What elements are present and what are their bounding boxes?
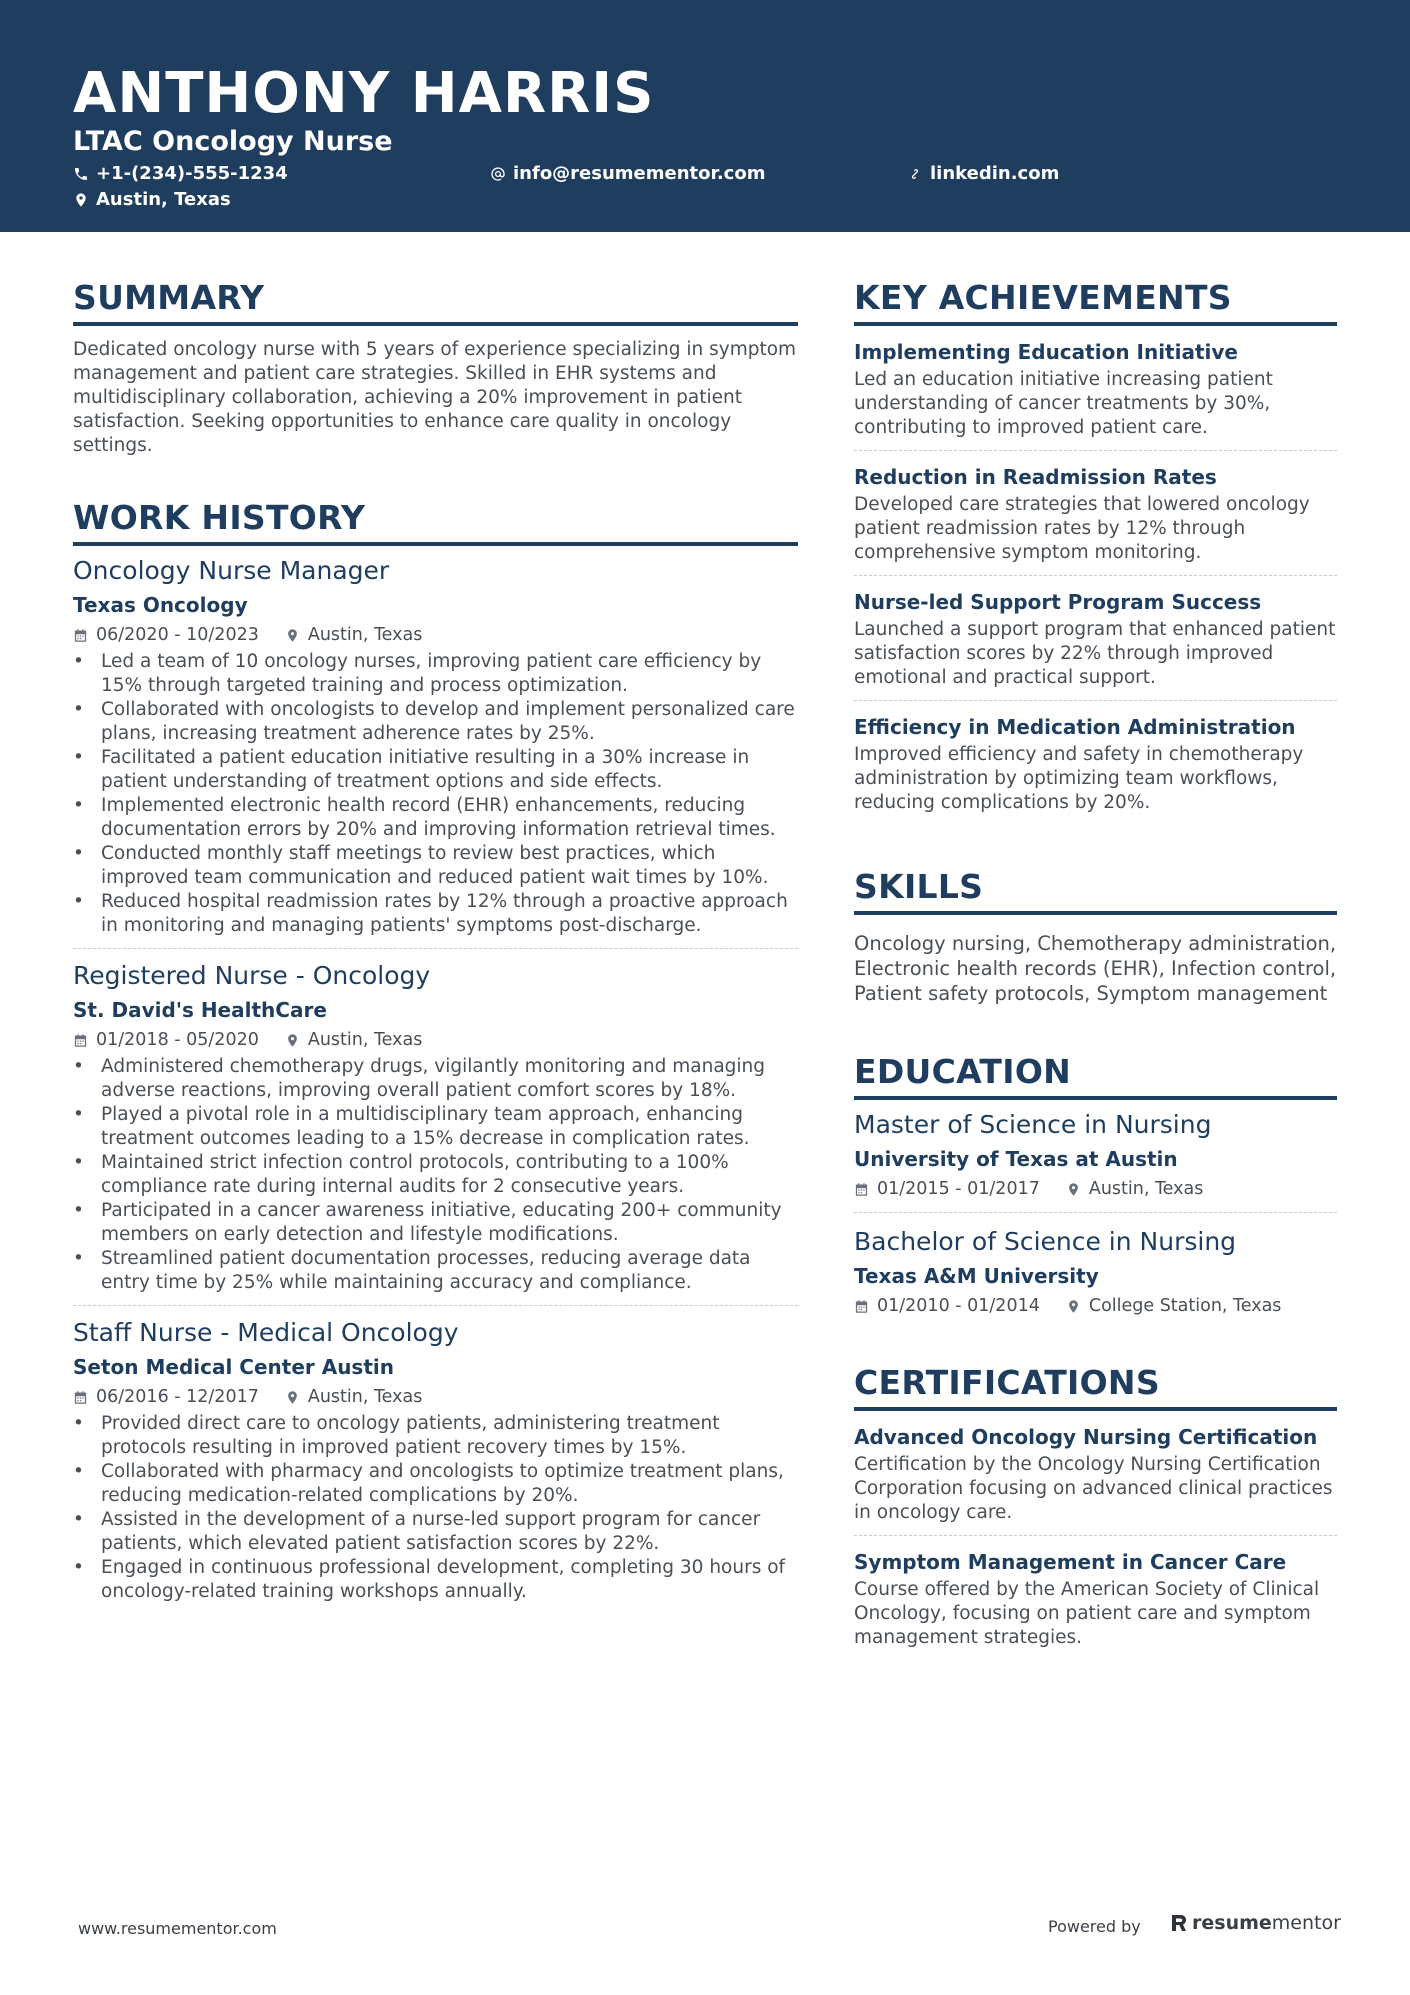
- achievement-text: Led an education initiative increasing patient understanding of cancer treatments by 30%, contributing to improved patient care.: [854, 369, 1273, 438]
- education-location: College Station, Texas: [1088, 1296, 1282, 1316]
- section-title: SKILLS: [854, 865, 1337, 915]
- calendar-icon: [73, 1390, 88, 1405]
- resumementor-logo-icon: [1170, 1913, 1188, 1933]
- job-dates: 06/2016 - 12/2017: [96, 1387, 259, 1407]
- summary-section: [73, 276, 798, 458]
- job-location: Austin, Texas: [307, 1030, 423, 1050]
- email-text: info@resumementor.com: [513, 163, 766, 184]
- achievement-item: [854, 588, 1337, 701]
- education-meta: [854, 1293, 1337, 1319]
- achievement-text: Launched a support program that enhanced patient satisfaction scores by 22% through improved emotional and practical support.: [854, 619, 1336, 688]
- location-pin-icon: [1066, 1299, 1081, 1314]
- certification-title: Advanced Oncology Nursing Certification: [854, 1425, 1318, 1449]
- section-title: KEY ACHIEVEMENTS: [854, 276, 1337, 326]
- achievement-item: [854, 338, 1337, 451]
- job-role: Staff Nurse - Medical Oncology: [73, 1318, 459, 1347]
- achievement-item: [854, 713, 1337, 825]
- certification-text: Course offered by the American Society of Clinical Oncology, focusing on patient care and symptom management strategies.: [854, 1579, 1320, 1648]
- certifications-section: [854, 1361, 1337, 1660]
- at-icon: [490, 166, 506, 182]
- skills-text: Oncology nursing, Chemotherapy administration, Electronic health records (EHR), Infection control, Patient safety protocols, Symptom management: [854, 932, 1337, 1005]
- job-location: Austin, Texas: [307, 1387, 423, 1407]
- phone-icon: [73, 166, 89, 182]
- education-dates: 01/2010 - 01/2014: [877, 1296, 1040, 1316]
- section-title: WORK HISTORY: [73, 496, 798, 546]
- job-company: St. David's HealthCare: [73, 998, 327, 1022]
- achievement-title: Nurse-led Support Program Success: [854, 590, 1262, 614]
- education-meta: [854, 1176, 1337, 1202]
- list-item: • Assisted in the development of a nurse-led support program for cancer patients, which elevated patient satisfaction scores by 22%.: [73, 1508, 798, 1556]
- job-meta: [73, 1027, 798, 1053]
- job-company: Seton Medical Center Austin: [73, 1355, 394, 1379]
- education-item: [854, 1225, 1337, 1329]
- link-icon: [907, 166, 923, 182]
- list-item: • Played a pivotal role in a multidisciplinary team approach, enhancing treatment outcomes leading to a 15% decrease in complication rates.: [73, 1103, 798, 1151]
- degree: Master of Science in Nursing: [854, 1110, 1212, 1139]
- left-column: [73, 276, 798, 1624]
- location-pin-icon: [285, 1033, 300, 1048]
- job-bullets: [73, 650, 798, 938]
- powered-by-label: Powered by: [1048, 1917, 1141, 1936]
- list-item: • Reduced hospital readmission rates by 12% through a proactive approach in monitoring and managing patients' symptoms post-discharge.: [73, 890, 798, 938]
- job-bullets: [73, 1055, 798, 1295]
- achievement-title: Efficiency in Medication Administration: [854, 715, 1296, 739]
- list-item: • Conducted monthly staff meetings to review best practices, which improved team communication and reduced patient wait times by 10%.: [73, 842, 798, 890]
- job-bullets: [73, 1412, 798, 1604]
- job-company: Texas Oncology: [73, 593, 248, 617]
- footer-url[interactable]: www.resumementor.com: [78, 1919, 277, 1938]
- achievements-section: [854, 276, 1337, 825]
- resume-header: [0, 0, 1410, 232]
- achievement-text: Improved efficiency and safety in chemotherapy administration by optimizing team workflows, reducing complications by 20%.: [854, 744, 1304, 813]
- education-location: Austin, Texas: [1088, 1179, 1204, 1199]
- job-meta: [73, 1384, 798, 1410]
- contact-location: [73, 188, 231, 212]
- section-title: CERTIFICATIONS: [854, 1361, 1337, 1411]
- location-pin-icon: [1066, 1182, 1081, 1197]
- brand-name-light: mentor: [1271, 1912, 1341, 1934]
- work-history-section: [73, 496, 798, 1614]
- job-dates: 01/2018 - 05/2020: [96, 1030, 259, 1050]
- right-column: [854, 276, 1337, 1660]
- list-item: • Maintained strict infection control protocols, contributing to a 100% compliance rate during internal audits for 2 consecutive years.: [73, 1151, 798, 1199]
- certification-title: Symptom Management in Cancer Care: [854, 1550, 1287, 1574]
- candidate-title: LTAC Oncology Nurse: [73, 126, 393, 157]
- education-dates: 01/2015 - 01/2017: [877, 1179, 1040, 1199]
- location-text: Austin, Texas: [96, 189, 231, 210]
- brand-name-bold: resume: [1192, 1912, 1272, 1934]
- calendar-icon: [73, 1033, 88, 1048]
- education-section: [854, 1050, 1337, 1329]
- location-pin-icon: [285, 1390, 300, 1405]
- section-title: EDUCATION: [854, 1050, 1337, 1100]
- candidate-name: ANTHONY HARRIS: [73, 61, 655, 126]
- contact-email[interactable]: [490, 162, 765, 186]
- list-item: • Streamlined patient documentation processes, reducing average data entry time by 25% while maintaining accuracy and compliance.: [73, 1247, 798, 1295]
- achievement-text: Developed care strategies that lowered oncology patient readmission rates by 12% through comprehensive symptom monitoring.: [854, 494, 1310, 563]
- school: University of Texas at Austin: [854, 1147, 1178, 1171]
- list-item: • Implemented electronic health record (EHR) enhancements, reducing documentation errors by 20% and improving information retrieval times.: [73, 794, 798, 842]
- job-entry: [73, 1316, 798, 1614]
- calendar-icon: [854, 1182, 869, 1197]
- job-entry: [73, 554, 798, 949]
- job-entry: [73, 959, 798, 1306]
- location-pin-icon: [285, 628, 300, 643]
- section-title: SUMMARY: [73, 276, 798, 326]
- certification-item: [854, 1423, 1337, 1536]
- brand-logo[interactable]: [1170, 1912, 1341, 1934]
- summary-text: Dedicated oncology nurse with 5 years of experience specializing in symptom management and patient care strategies. Skilled in EHR systems and multidisciplinary collaboration, achieving a 20% improvement in patient satisfaction. Seeking opportunities to enhance care quality in oncology settings.: [73, 339, 797, 456]
- job-role: Oncology Nurse Manager: [73, 556, 390, 585]
- certification-text: Certification by the Oncology Nursing Certification Corporation focusing on advanced clinical practices in oncology care.: [854, 1454, 1333, 1523]
- achievement-title: Implementing Education Initiative: [854, 340, 1238, 364]
- certification-item: [854, 1548, 1337, 1660]
- phone-text: +1-(234)-555-1234: [96, 163, 288, 184]
- job-meta: [73, 622, 798, 648]
- linkedin-text: linkedin.com: [930, 163, 1060, 184]
- list-item: • Led a team of 10 oncology nurses, improving patient care efficiency by 15% through targeted training and process optimization.: [73, 650, 798, 698]
- achievement-title: Reduction in Readmission Rates: [854, 465, 1217, 489]
- list-item: • Engaged in continuous professional development, completing 30 hours of oncology-related training workshops annually.: [73, 1556, 798, 1604]
- location-pin-icon: [73, 192, 89, 208]
- list-item: • Administered chemotherapy drugs, vigilantly monitoring and managing adverse reactions, improving overall patient comfort scores by 18%.: [73, 1055, 798, 1103]
- list-item: • Collaborated with pharmacy and oncologists to optimize treatment plans, reducing medication-related complications by 20%.: [73, 1460, 798, 1508]
- list-item: • Facilitated a patient education initiative resulting in a 30% increase in patient understanding of treatment options and side effects.: [73, 746, 798, 794]
- achievement-item: [854, 463, 1337, 576]
- education-item: [854, 1108, 1337, 1213]
- calendar-icon: [854, 1299, 869, 1314]
- school: Texas A&M University: [854, 1264, 1099, 1288]
- calendar-icon: [73, 628, 88, 643]
- contact-phone[interactable]: [73, 162, 288, 186]
- job-role: Registered Nurse - Oncology: [73, 961, 431, 990]
- skills-section: [854, 865, 1337, 1006]
- list-item: • Participated in a cancer awareness initiative, educating 200+ community members on early detection and lifestyle modifications.: [73, 1199, 798, 1247]
- job-location: Austin, Texas: [307, 625, 423, 645]
- degree: Bachelor of Science in Nursing: [854, 1227, 1237, 1256]
- list-item: • Collaborated with oncologists to develop and implement personalized care plans, increasing treatment adherence rates by 25%.: [73, 698, 798, 746]
- contact-linkedin[interactable]: [907, 162, 1059, 186]
- job-dates: 06/2020 - 10/2023: [96, 625, 259, 645]
- list-item: • Provided direct care to oncology patients, administering treatment protocols resulting in improved patient recovery times by 15%.: [73, 1412, 798, 1460]
